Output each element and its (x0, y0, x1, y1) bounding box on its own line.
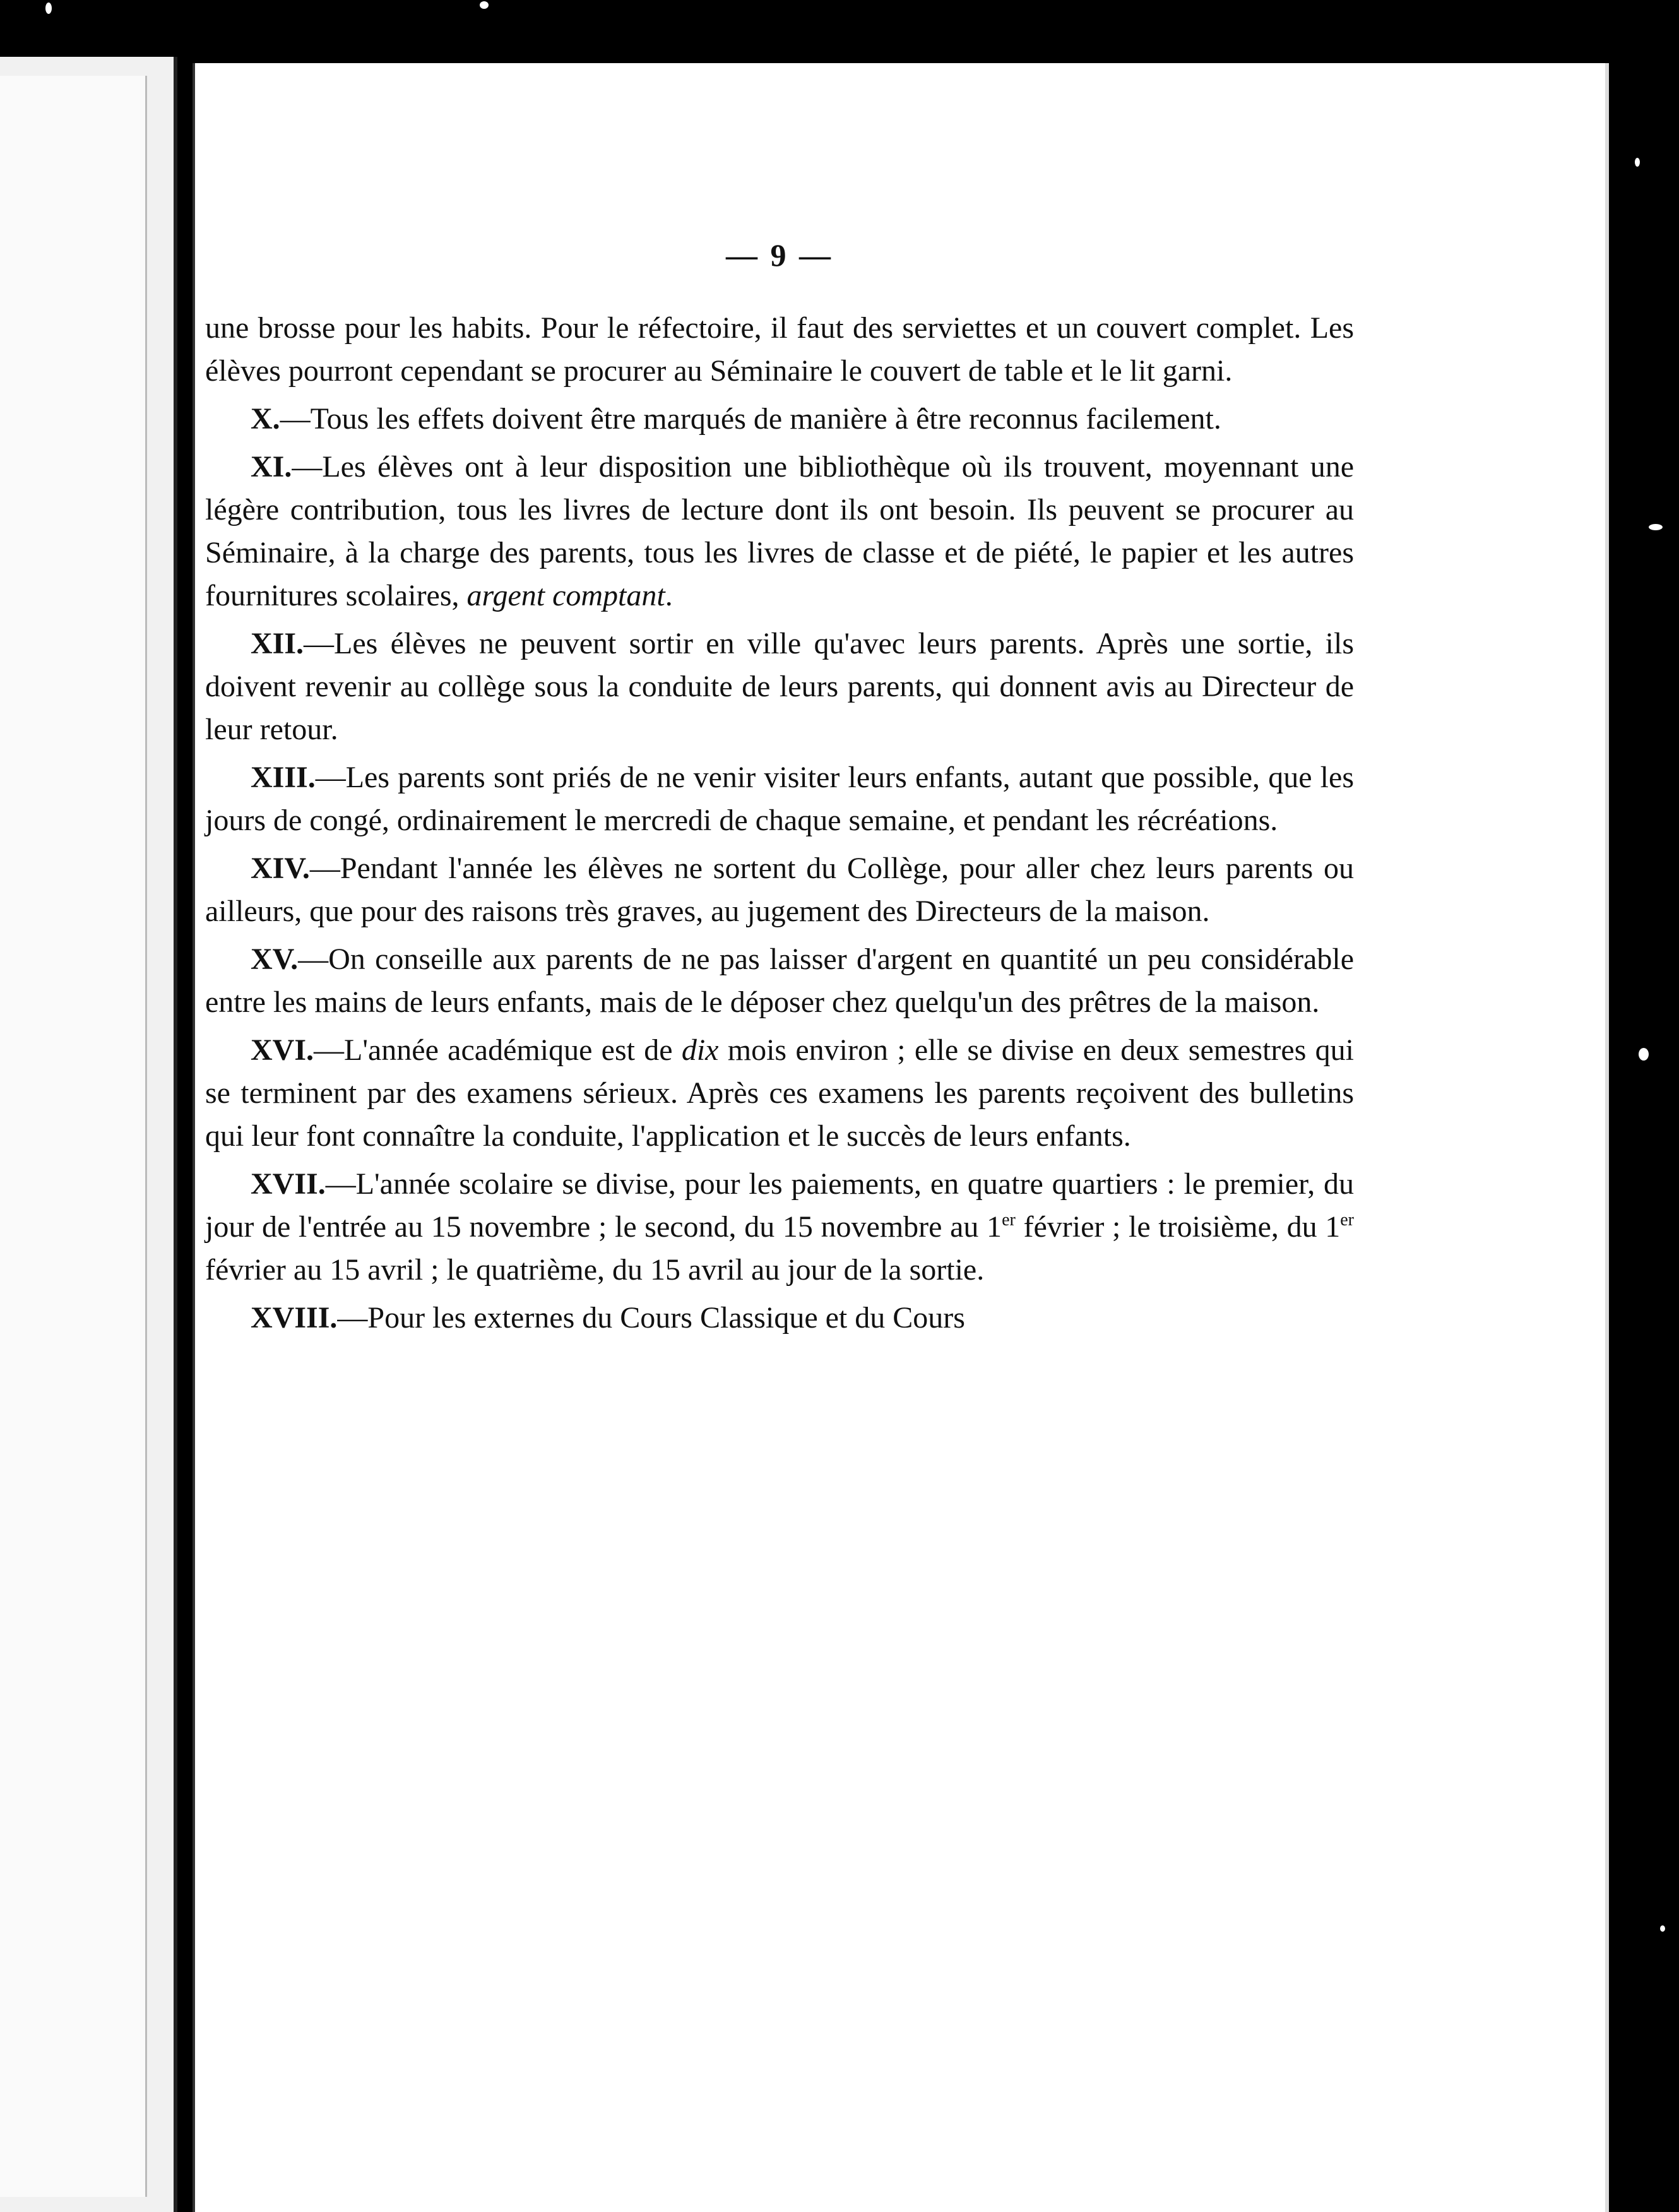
article-xiv (205, 847, 1354, 933)
article-text: —On conseille aux parents de ne pas laisser d'argent en quantité un peu considérable entre les mains de leurs enfants, mais de le déposer chez quelqu'un des prêtres de la maison. (205, 942, 1354, 1019)
article-number: XV. (251, 942, 299, 976)
article-text-b: février ; le troisième, du 1 (1015, 1210, 1341, 1244)
article-number: XVII. (251, 1167, 326, 1201)
dust-speck (1649, 524, 1663, 530)
facing-page-inner (0, 76, 147, 2197)
article-italic-text: dix (681, 1033, 719, 1067)
article-number: X. (251, 402, 280, 436)
article-number: XVI. (251, 1033, 314, 1067)
article-italic-text: argent comptant (466, 579, 665, 612)
article-xv (205, 938, 1354, 1024)
article-number: XIV. (251, 852, 310, 885)
article-text-a: —L'année scolaire se divise, pour les paiements, en quatre quartiers : le premier, du jour de l'entrée au 15 novembre ; le second, du 15 novembre au 1 (205, 1167, 1354, 1244)
article-xviii (205, 1297, 1354, 1340)
article-number: XVIII. (251, 1301, 338, 1335)
article-text: —Les élèves ne peuvent sortir en ville qu'avec leurs parents. Après une sortie, ils doivent revenir au collège sous la conduite de leurs parents, qui donnent avis au Directeur de leur retour. (205, 627, 1354, 746)
dust-speck (1639, 1048, 1649, 1061)
article-text-end: . (665, 579, 673, 612)
article-text-c: février au 15 avril ; le quatrième, du 15 avril au jour de la sortie. (205, 1253, 985, 1287)
article-x (205, 398, 1354, 441)
article-xi (205, 446, 1354, 617)
ordinal-superscript: er (1002, 1210, 1016, 1230)
dust-speck (480, 1, 489, 9)
article-text: —Pour les externes du Cours Classique et du Cours (337, 1301, 965, 1335)
page-number: — 9 — (726, 237, 833, 273)
article-text: —Tous les effets doivent être marqués de manière à être reconnus facilement. (280, 402, 1221, 436)
article-number: XI. (251, 450, 292, 484)
page-text (205, 234, 1354, 1345)
article-number: XIII. (251, 761, 316, 794)
paragraph-continuation (205, 307, 1354, 393)
article-xii (205, 622, 1354, 751)
dust-speck (1635, 158, 1640, 167)
article-xvii (205, 1163, 1354, 1292)
facing-page-edge (0, 57, 177, 2212)
paragraph-text: une brosse pour les habits. Pour le réfectoire, il faut des serviettes et un couvert complet. Les élèves pourront cependant se procurer au Séminaire le couvert de table et le lit garni. (205, 311, 1354, 388)
dust-speck (45, 3, 52, 14)
article-xiii (205, 756, 1354, 842)
article-text: —Les élèves ont à leur disposition une bibliothèque où ils trouvent, moyennant une légère contribution, tous les livres de lecture dont ils ont besoin. Ils peuvent se procurer au Séminaire, à la charge des parents, tous les livres de classe et de piété, le papier et les autres fournitures scolaires, (205, 450, 1354, 612)
ordinal-superscript: er (1340, 1210, 1354, 1230)
article-text: —Les parents sont priés de ne venir visiter leurs enfants, autant que possible, que les jours de congé, ordinairement le mercredi de chaque semaine, et pendant les récréations. (205, 761, 1354, 837)
article-xvi (205, 1029, 1354, 1158)
dust-speck (1660, 1925, 1665, 1932)
article-text-start: —L'année académique est de (314, 1033, 682, 1067)
article-text: —Pendant l'année les élèves ne sortent du Collège, pour aller chez leurs parents ou ailleurs, que pour des raisons très graves, au jugement des Directeurs de la maison. (205, 852, 1354, 928)
article-number: XII. (251, 627, 304, 660)
article-text: mois environ ; elle se divise en deux semestres qui se terminent par des examens sérieux. Après ces examens les parents reçoivent des bulletins qui leur font connaître la conduite, l'application et le succès de leurs enfants. (205, 1033, 1355, 1153)
